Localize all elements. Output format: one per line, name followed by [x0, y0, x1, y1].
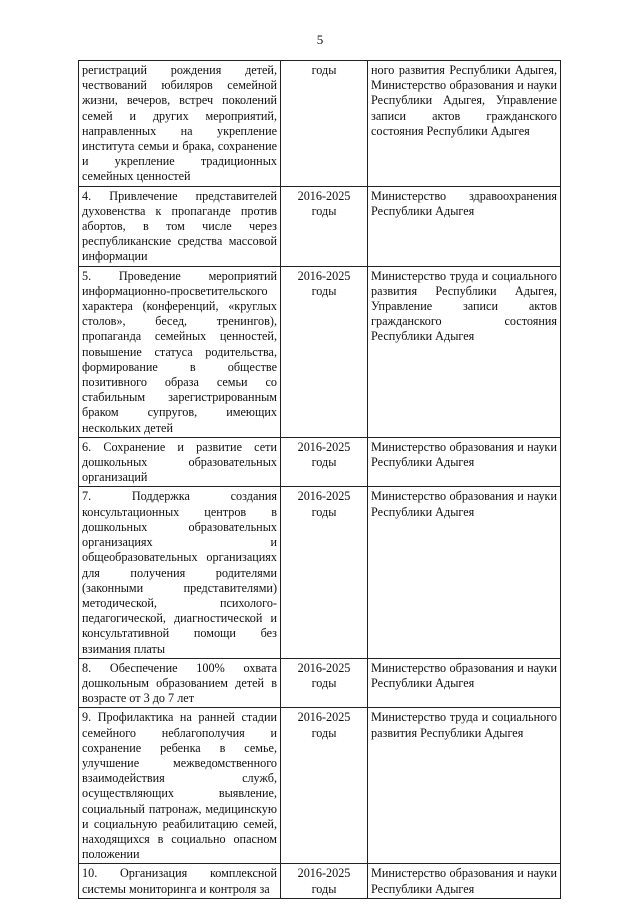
- executor-cell: ного развития Республики Адыгея, Министерство образования и науки Республики Адыгея, Управление записи актов гражданского состояния Республики Адыгея: [368, 61, 561, 187]
- executor-cell: Министерство образования и науки Республики Адыгея: [368, 864, 561, 898]
- period-cell: [281, 708, 368, 864]
- measure-cell: 10. Организация комплексной системы мониторинга и контроля за: [79, 864, 281, 898]
- executor-cell: Министерство образования и науки Республики Адыгея: [368, 487, 561, 658]
- period-cell: [281, 487, 368, 658]
- table-row: [79, 266, 561, 437]
- table-row: [79, 437, 561, 487]
- executor-cell: Министерство образования и науки Республики Адыгея: [368, 437, 561, 487]
- period-unit: годы: [311, 283, 337, 298]
- period-unit: годы: [311, 881, 337, 896]
- period-years: 2016-2025: [297, 866, 351, 881]
- period-unit: годы: [311, 504, 337, 519]
- period-unit: годы: [311, 725, 337, 740]
- measure-cell: 9. Профилактика на ранней стадии семейного неблагополучия и сохранение ребенка в семье, улучшение межведомственного взаимодействия служб, осуществляющих выявление, социальный патронаж, медицинскую и социальную реабилитацию семей, находящихся в социально опасном положении: [79, 708, 281, 864]
- measure-cell: регистраций рождения детей, чествований юбиляров семейной жизни, вечеров, встреч поколений семей и других мероприятий, направленных на укрепление института семьи и брака, сохранение и укрепление традиционных семейных ценностей: [79, 61, 281, 187]
- executor-cell: Министерство труда и социального развития Республики Адыгея: [368, 708, 561, 864]
- table-row: [79, 487, 561, 658]
- table-row: [79, 864, 561, 898]
- executor-cell: Министерство образования и науки Республики Адыгея: [368, 658, 561, 708]
- period-years: 2016-2025: [297, 710, 351, 725]
- page-number: 5: [316, 32, 324, 47]
- period-cell: [281, 266, 368, 437]
- period-unit: годы: [311, 455, 337, 470]
- period-years: 2016-2025: [297, 439, 351, 454]
- table-row: [79, 186, 561, 266]
- period-cell: [281, 437, 368, 487]
- measure-cell: 8. Обеспечение 100% охвата дошкольным образованием детей в возрасте от 3 до 7 лет: [79, 658, 281, 708]
- measure-cell: 5. Проведение мероприятий информационно-просветительского характера (конференций, «круглых столов», бесед, тренингов), пропаганда семейных ценностей, повышение статуса родительства, формирование в обществе позитивного образа семьи со стабильным зарегистрированным браком супругов, имеющих нескольких детей: [79, 266, 281, 437]
- measures-table: [78, 60, 561, 899]
- period-years: 2016-2025: [297, 489, 351, 504]
- measures-table-body: [79, 61, 561, 899]
- period-cell: [281, 61, 368, 187]
- period-cell: [281, 186, 368, 266]
- table-row: [79, 61, 561, 187]
- executor-cell: Министерство труда и социального развития Республики Адыгея, Управление записи актов гражданского состояния Республики Адыгея: [368, 266, 561, 437]
- measure-cell: 6. Сохранение и развитие сети дошкольных образовательных организаций: [79, 437, 281, 487]
- period-unit: годы: [311, 675, 337, 690]
- period-cell: [281, 658, 368, 708]
- period-unit: годы: [311, 203, 337, 218]
- table-row: [79, 658, 561, 708]
- period-unit: годы: [311, 63, 337, 77]
- period-years: 2016-2025: [297, 268, 351, 283]
- table-row: [79, 708, 561, 864]
- period-years: 2016-2025: [297, 188, 351, 203]
- measure-cell: 4. Привлечение представителей духовенства к пропаганде против абортов, в том числе через республиканские средства массовой информации: [79, 186, 281, 266]
- period-years: 2016-2025: [297, 660, 351, 675]
- period-cell: [281, 864, 368, 898]
- measure-cell: 7. Поддержка создания консультационных центров в дошкольных образовательных организациях и общеобразовательных организациях для получения родителями (законными представителями) методической, психолого-педагогической, диагностической и консультативной помощи без взимания платы: [79, 487, 281, 658]
- executor-cell: Министерство здравоохранения Республики Адыгея: [368, 186, 561, 266]
